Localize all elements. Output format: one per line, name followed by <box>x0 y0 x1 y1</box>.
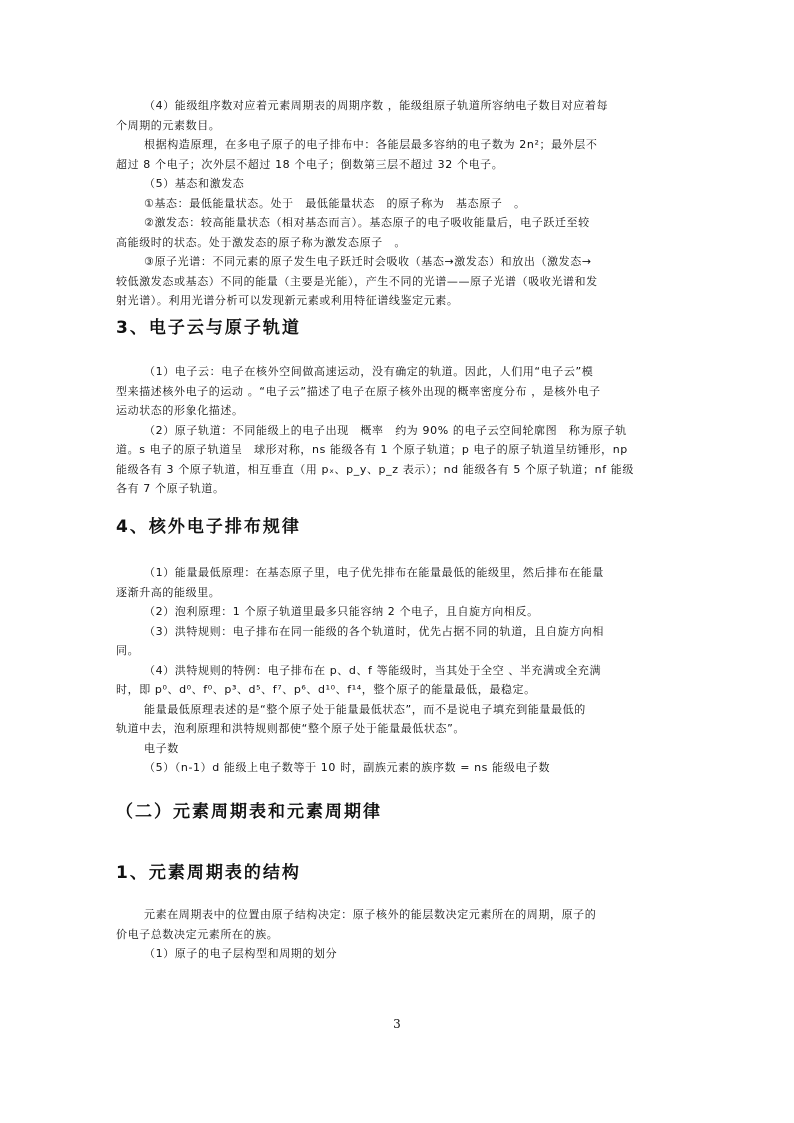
paragraph-line: 超过 8 个电子；次外层不超过 18 个电子；倒数第三层不超过 32 个电子。 <box>116 157 504 171</box>
paragraph-line: （5）基态和激发态 <box>144 177 245 190</box>
paragraph-line: 射光谱）。利用光谱分析可以发现新元素或利用特征谱线鉴定元素。 <box>116 294 459 307</box>
paragraph-line: 元素在周期表中的位置由原子结构决定：原子核外的能层数决定元素所在的周期，原子的 <box>144 908 597 921</box>
section-heading: 4、核外电子排布规律 <box>116 517 301 537</box>
part-heading: （二）元素周期表和元素周期律 <box>116 802 382 822</box>
paragraph-line: 逐渐升高的能级里。 <box>116 585 221 599</box>
paragraph-line: 根据构造原理，在多电子原子的电子排布中：各能层最多容纳的电子数为 2n²；最外层不 <box>144 138 598 151</box>
section-heading: 3、电子云与原子轨道 <box>116 318 301 338</box>
paragraph-line: ③原子光谱：不同元素的原子发生电子跃迁时会吸收（基态→激发态）和放出（激发态→ <box>144 255 592 268</box>
paragraph-line: 个周期的元素数目。 <box>116 118 221 132</box>
paragraph-line: 各有 7 个原子轨道。 <box>116 482 225 495</box>
paragraph-line: （4）洪特规则的特例：电子排布在 p、d、f 等能级时，当其处于全空 、半充满或全充满 <box>144 663 602 677</box>
section-1-block <box>116 905 678 964</box>
paragraph-line: 道。s 电子的原子轨道呈 球形对称，ns 能级各有 1 个原子轨道；p 电子的原子轨道呈纺锤形，np <box>116 443 628 456</box>
paragraph-line: （4）能级组序数对应着元素周期表的周期序数 ，能级组原子轨道所容纳电子数目对应着每 <box>144 99 609 112</box>
paragraph-line: 时，即 p⁰、d⁰、f⁰、p³、d⁵、f⁷、p⁶、d¹⁰、f¹⁴，整个原子的能量最低，最稳定。 <box>116 683 536 696</box>
paragraph-line: 电子数 <box>144 741 179 755</box>
paragraph-line: 能量最低原理表述的是“整个原子处于能量最低状态”，而不是说电子填充到能量最低的 <box>144 702 586 716</box>
paragraph-line: （5）（n-1）d 能级上电子数等于 10 时，副族元素的族序数 = ns 能级电子数 <box>144 761 551 774</box>
paragraph-line: 轨道中去，泡利原理和洪特规则都使“整个原子处于能量最低状态”。 <box>116 722 465 735</box>
paragraph-line: 运动状态的形象化描述。 <box>116 404 244 417</box>
section-3-block <box>116 362 678 499</box>
paragraph-line: 型来描述核外电子的运动 。“电子云”描述了电子在原子核外出现的概率密度分布 ，是核外电子 <box>116 384 601 398</box>
paragraph-line: （2）泡利原理：1 个原子轨道里最多只能容纳 2 个电子，且自旋方向相反。 <box>144 605 539 618</box>
paragraph-line: （3）洪特规则：电子排布在同一能级的各个轨道时，优先占据不同的轨道，且自旋方向相 <box>144 624 604 638</box>
paragraph-line: （2）原子轨道：不同能级上的电子出现 概率 约为 90% 的电子云空间轮廓图 称为原子轨 <box>144 423 627 437</box>
paragraph-line: （1）电子云：电子在核外空间做高速运动，没有确定的轨道。因此，人们用“电子云”模 <box>144 365 594 378</box>
paragraph-line: 较低激发态或基态）不同的能量（主要是光能），产生不同的光谱——原子光谱（吸收光谱和发 <box>116 274 598 288</box>
paragraph-line: （1）原子的电子层构型和周期的划分 <box>144 947 338 960</box>
paragraph-line: （1）能量最低原理：在基态原子里，电子优先排布在能量最低的能级里，然后排布在能量 <box>144 566 604 579</box>
paragraph-line: ①基态：最低能量状态。处于 最低能量状态 的原子称为 基态原子 。 <box>144 196 526 210</box>
paragraph-line: 价电子总数决定元素所在的族。 <box>116 927 279 941</box>
page-number: 3 <box>393 1017 401 1031</box>
section-heading: 1、元素周期表的结构 <box>116 863 301 883</box>
paragraph-line: 高能级时的状态。处于激发态的原子称为激发态原子 。 <box>116 235 406 249</box>
paragraph-line: 能级各有 3 个原子轨道，相互垂直（用 pₓ、p_y、p_z 表示）；nd 能级各有 5 个原子轨道；nf 能级 <box>116 462 634 476</box>
section-4-block <box>116 563 678 778</box>
section-top-block <box>116 96 678 311</box>
paragraph-line: 同。 <box>116 644 140 657</box>
paragraph-line: ②激发态：较高能量状态（相对基态而言）。基态原子的电子吸收能量后，电子跃迁至较 <box>144 216 590 229</box>
